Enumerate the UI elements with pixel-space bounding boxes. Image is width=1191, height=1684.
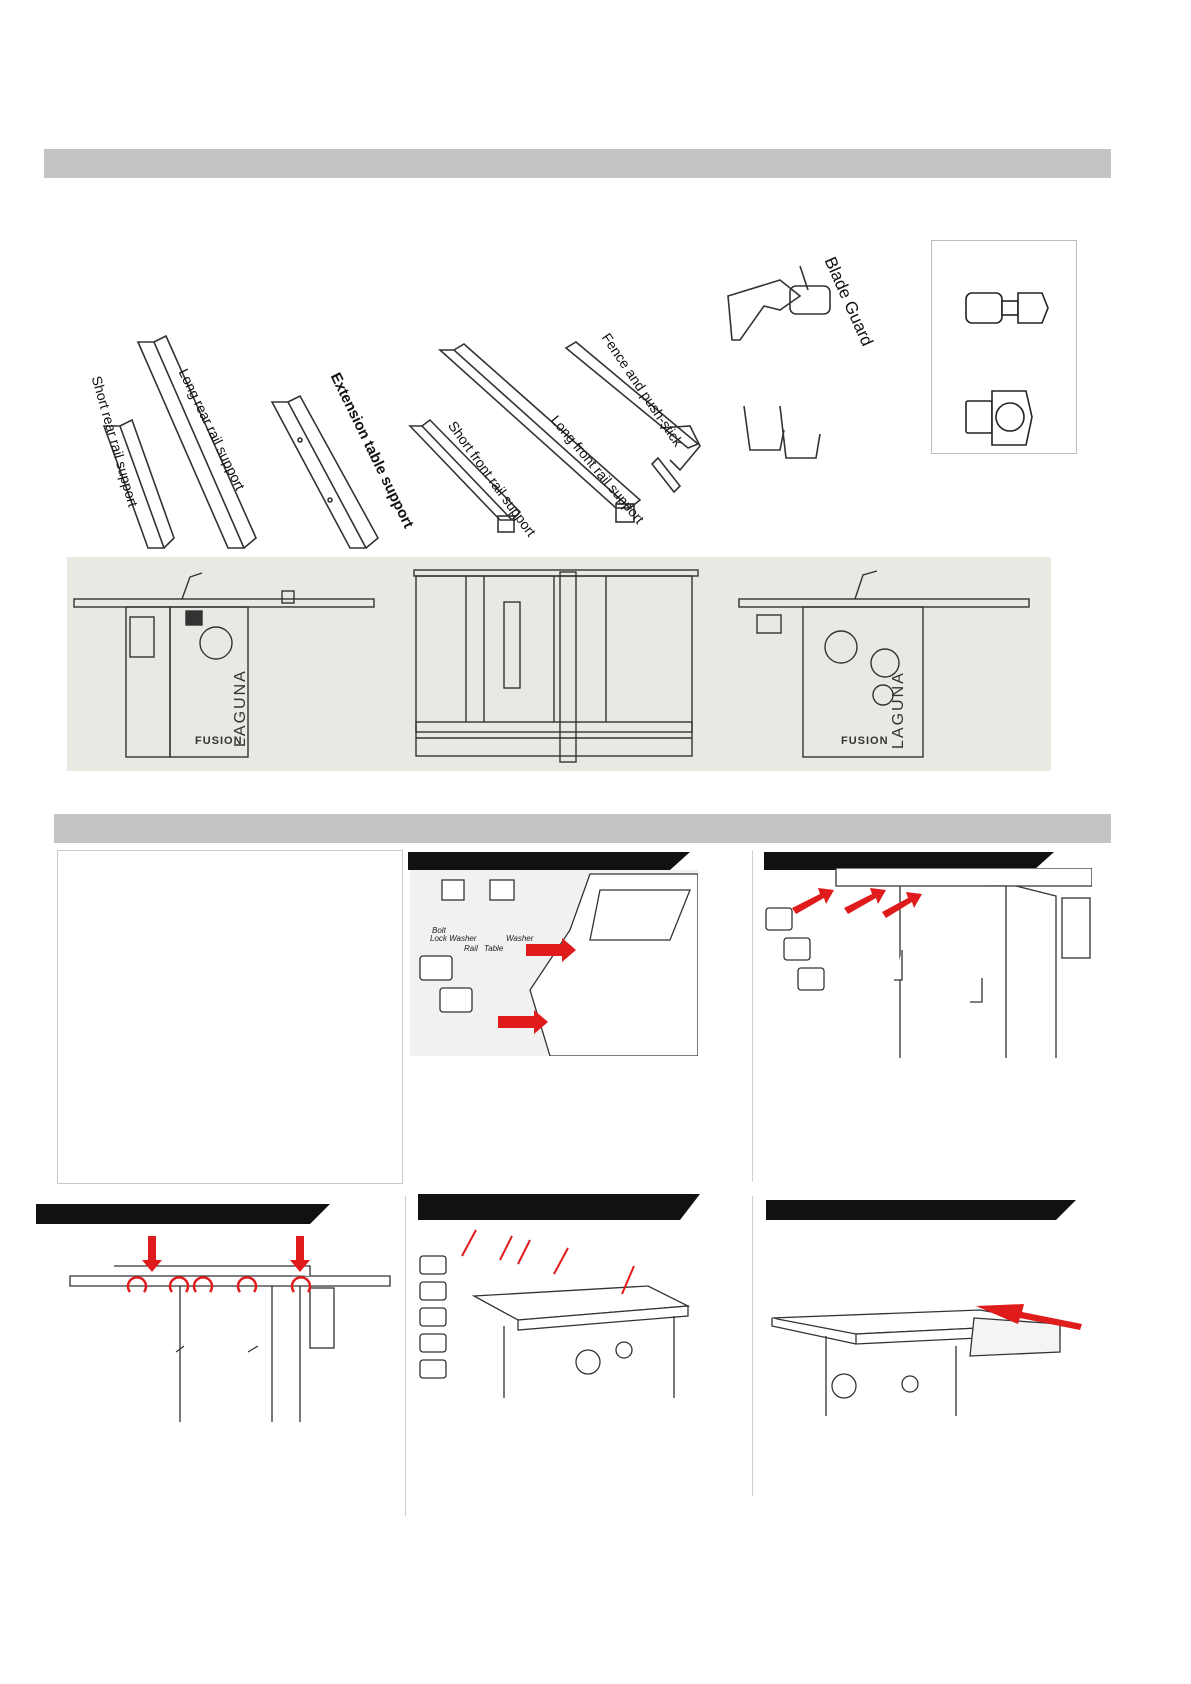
brand-logo-left: LAGUNA [232, 669, 249, 747]
step-bar-5 [766, 1200, 1076, 1220]
label-extension-table-support: Extension table support [326, 370, 417, 532]
column-divider-1 [752, 850, 753, 1182]
square-nut-icon [966, 391, 1032, 445]
label-blade-guard: Blade Guard [820, 254, 877, 349]
step-image-1 [410, 870, 698, 1056]
step-bar-3 [36, 1204, 330, 1224]
step-bar-4 [418, 1194, 700, 1220]
step-image-3 [60, 1236, 400, 1422]
label-fence-and-push-stick: Fence and push-stick [598, 330, 687, 450]
column-divider-3 [752, 1196, 753, 1496]
step-bar-1 [408, 852, 690, 870]
callout-bolt: Bolt [432, 926, 446, 935]
model-logo-right: FUSION [841, 735, 889, 747]
label-long-rear-rail-support: Long rear rail support [175, 366, 249, 493]
hex-bolt-icon [966, 293, 1048, 323]
step-image-5 [770, 1256, 1090, 1416]
step-image-4 [418, 1226, 698, 1398]
hardware-kit-box [931, 240, 1077, 454]
callout-washer: Washer [506, 934, 534, 943]
step-image-2 [756, 868, 1092, 1058]
model-logo-left: FUSION [195, 735, 243, 747]
red-arrow-icon [792, 888, 922, 918]
section-header-band-assembly [54, 814, 1111, 843]
label-long-front-rail-support: Long front rail support [547, 412, 648, 527]
callout-lock-washer: Lock Washer [430, 934, 477, 943]
callout-rail: Rail [464, 944, 478, 953]
instruction-text-panel [57, 850, 403, 1184]
callout-table: Table [484, 944, 504, 953]
label-short-front-rail-support: Short front rail support [445, 418, 540, 540]
column-divider-2 [405, 1196, 406, 1516]
hook-icon [894, 950, 902, 980]
section-header-band-parts [44, 149, 1111, 178]
machine-photo-strip [67, 557, 1051, 771]
machine-top-view [412, 562, 712, 768]
label-short-rear-rail-support: Short rear rail support [88, 374, 142, 509]
brand-logo-right: LAGUNA [890, 671, 907, 749]
